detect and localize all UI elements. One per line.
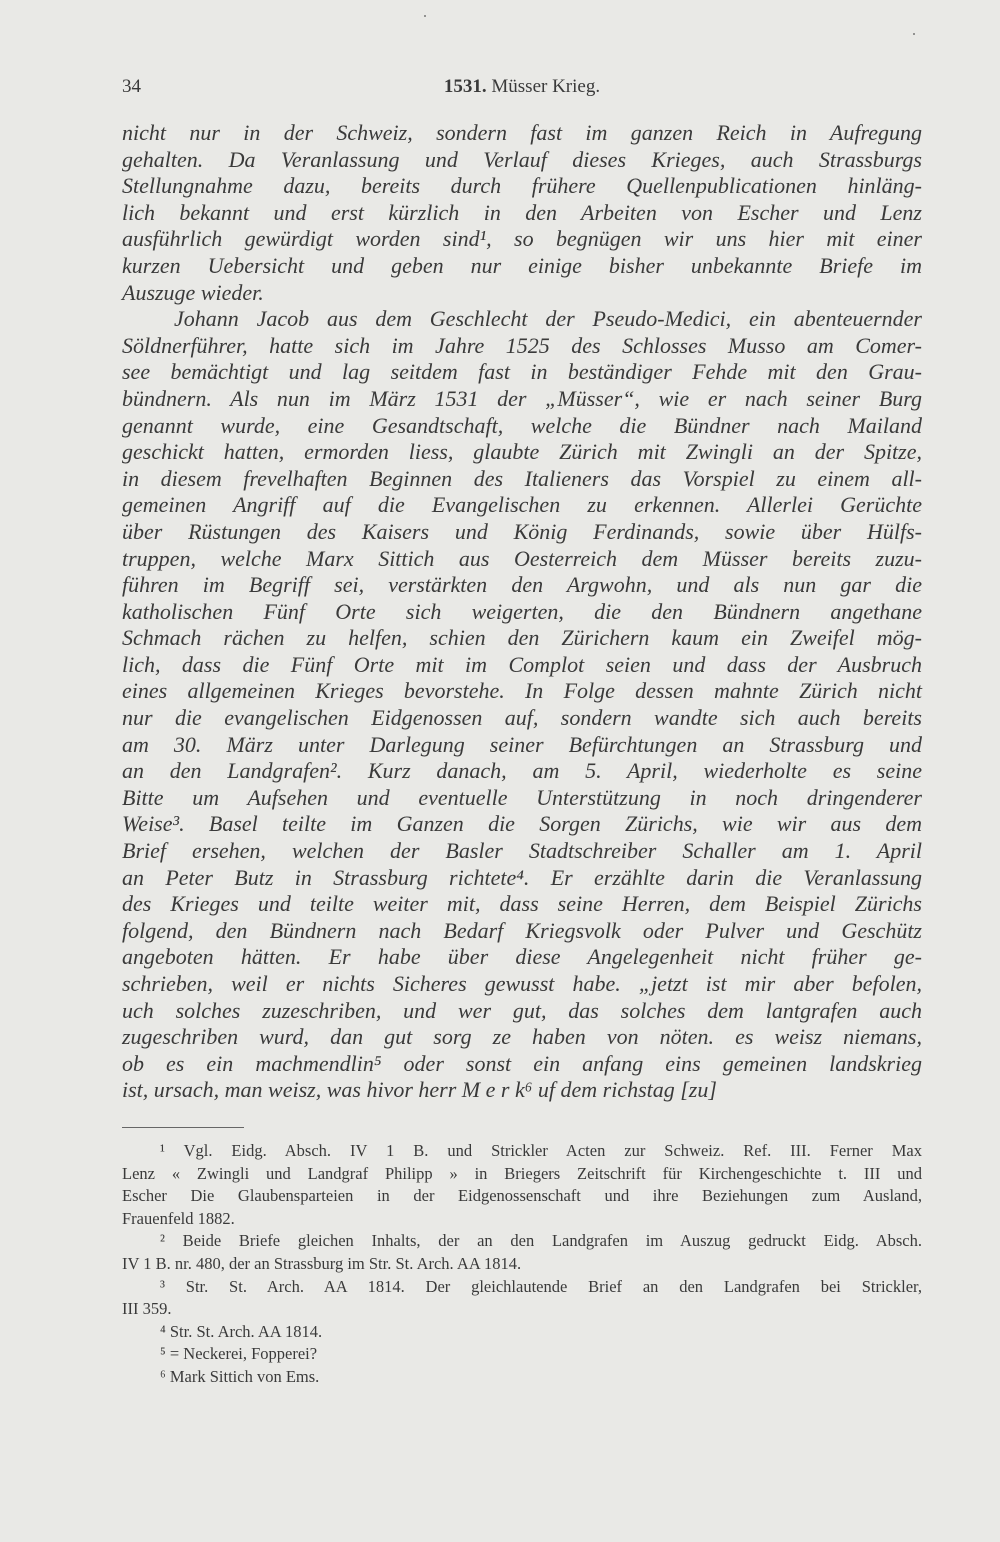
text-line: see bemächtigt und lag seitdem fast in beständiger Fehde mit den Grau- [122, 359, 922, 385]
text-line: bündnern. Als nun im März 1531 der „Müsser“, wie er nach seiner Burg [122, 385, 922, 411]
footnote-line: Frauenfeld 1882. [122, 1208, 235, 1228]
text-line: gemeinen Angriff auf die Evangelischen zu erkennen. Allerlei Gerüchte [122, 492, 922, 518]
text-line: nur die evangelischen Eidgenossen auf, sondern wandte sich auch bereits [122, 705, 922, 731]
text-line: kurzen Uebersicht und geben nur einige bisher unbekannte Briefe im [122, 252, 922, 278]
text-line: ist, ursach, man weisz, was hivor herr M e r k⁶ uf dem richstag [zu] [122, 1077, 717, 1103]
footnote-line: Escher Die Glaubensparteien in der Eidgenossenschaft und ihre Beziehungen zum Ausland, [122, 1186, 922, 1206]
text-line: Schmach rächen zu helfen, schien den Zürichern kaum ein Zweifel mög- [122, 625, 922, 651]
text-line: ob es ein machmendlin⁵ oder sonst ein anfang eins gemeinen landskrieg [122, 1050, 922, 1076]
text-line: lich bekannt und erst kürzlich in den Arbeiten von Escher und Lenz [122, 199, 922, 225]
text-line: an den Landgrafen². Kurz danach, am 5. April, wiederholte es seine [122, 758, 922, 784]
footnote-line: Lenz « Zwingli und Landgraf Philipp » in Briegers Zeitschrift für Kirchengeschichte t. III und [122, 1163, 922, 1183]
text-line: zugeschriben wurd, dan gut sorg ze haben von nöten. es weisz niemans, [122, 1024, 922, 1050]
text-line: Brief ersehen, welchen der Basler Stadtschreiber Schaller am 1. April [122, 838, 922, 864]
footnotes [122, 1140, 922, 1389]
footnote-line: ⁵ = Neckerei, Fopperei? [160, 1344, 318, 1364]
text-line: Weise³. Basel teilte im Ganzen die Sorgen Zürichs, wie wir aus dem [122, 811, 922, 837]
text-line: schrieben, weil er nichts Sicheres gewusst habe. „jetzt ist mir aber befolen, [122, 971, 922, 996]
page-number: 34 [122, 76, 141, 97]
footnote-divider [122, 1127, 244, 1128]
text-line: genannt wurde, eine Gesandtschaft, welche die Bündner nach Mailand [122, 412, 922, 438]
text-line: Johann Jacob aus dem Geschlecht der Pseudo-Medici, ein abenteuernder [174, 306, 922, 332]
paper-speck [913, 33, 915, 35]
text-line: am 30. März unter Darlegung seiner Befürchtungen an Strassburg und [122, 731, 922, 757]
footnote-line: IV 1 B. nr. 480, der an Strassburg im Str. St. Arch. AA 1814. [122, 1253, 522, 1273]
running-title-year: 1531. [443, 76, 487, 97]
text-line: Söldnerführer, hatte sich im Jahre 1525 des Schlosses Musso am Comer- [122, 332, 922, 358]
running-title [122, 76, 922, 98]
text-line: geschickt hatten, ermorden liess, glaubte Zürich mit Zwingli an der Spitze, [122, 439, 922, 465]
footnote-line: III 359. [122, 1299, 172, 1319]
text-line: folgend, den Bündnern nach Bedarf Kriegsvolk oder Pulver und Geschütz [122, 917, 922, 943]
running-title-text: Müsser Krieg. [491, 76, 601, 97]
text-line: ausführlich gewürdigt worden sind¹, so begnügen wir uns hier mit einer [122, 226, 922, 252]
text-line: katholischen Fünf Orte sich weigerten, die den Bündnern angethane [122, 598, 922, 624]
text-line: lich, dass die Fünf Orte mit im Complot seien und dass der Ausbruch [122, 651, 922, 677]
footnote-line: ³ Str. St. Arch. AA 1814. Der gleichlautende Brief an den Landgrafen bei Strickler, [160, 1276, 922, 1296]
footnote-line: ⁴ Str. St. Arch. AA 1814. [160, 1321, 323, 1341]
text-line: uch solches zuzeschriben, und wer gut, das solches dem lantgrafen auch [122, 997, 922, 1023]
text-line: truppen, welche Marx Sittich aus Oesterreich dem Müsser bereits zuzu- [122, 545, 922, 571]
text-line: führen im Begriff sei, verstärkten den Argwohn, und als nun gar die [122, 572, 922, 598]
text-line: nicht nur in der Schweiz, sondern fast im ganzen Reich in Aufregung [122, 120, 922, 145]
text-line: eines allgemeinen Krieges bevorstehe. In Folge dessen mahnte Zürich nicht [122, 678, 922, 704]
footnote-line: ¹ Vgl. Eidg. Absch. IV 1 B. und Strickler Acten zur Schweiz. Ref. III. Ferner Max [160, 1141, 922, 1160]
text-line: Auszuge wieder. [122, 279, 264, 305]
text-line: gehalten. Da Veranlassung und Verlauf dieses Krieges, auch Strassburgs [122, 146, 922, 172]
footnote-line: ⁶ Mark Sittich von Ems. [160, 1366, 320, 1386]
text-line: in diesem frevelhaften Beginnen des Italieners das Vorspiel zu einem all- [122, 465, 922, 491]
main-text [122, 120, 922, 1104]
text-line: Bitte um Aufsehen und eventuelle Unterstützung in noch dringenderer [122, 784, 922, 810]
text-line: an Peter Butz in Strassburg richtete⁴. Er erzählte darin die Veranlassung [122, 864, 922, 890]
text-line: über Rüstungen des Kaisers und König Ferdinands, sowie über Hülfs- [122, 518, 922, 544]
text-line: Stellungnahme dazu, bereits durch frühere Quellenpublicationen hinläng- [122, 173, 922, 199]
page-header [122, 76, 922, 102]
text-line: des Krieges und teilte weiter mit, dass seine Herren, dem Beispiel Zürichs [122, 891, 922, 917]
paper-speck [424, 15, 426, 17]
footnote-line: ² Beide Briefe gleichen Inhalts, der an den Landgrafen im Auszug gedruckt Eidg. Absch. [160, 1231, 922, 1251]
text-line: angeboten hätten. Er habe über diese Angelegenheit nicht früher ge- [122, 944, 922, 970]
